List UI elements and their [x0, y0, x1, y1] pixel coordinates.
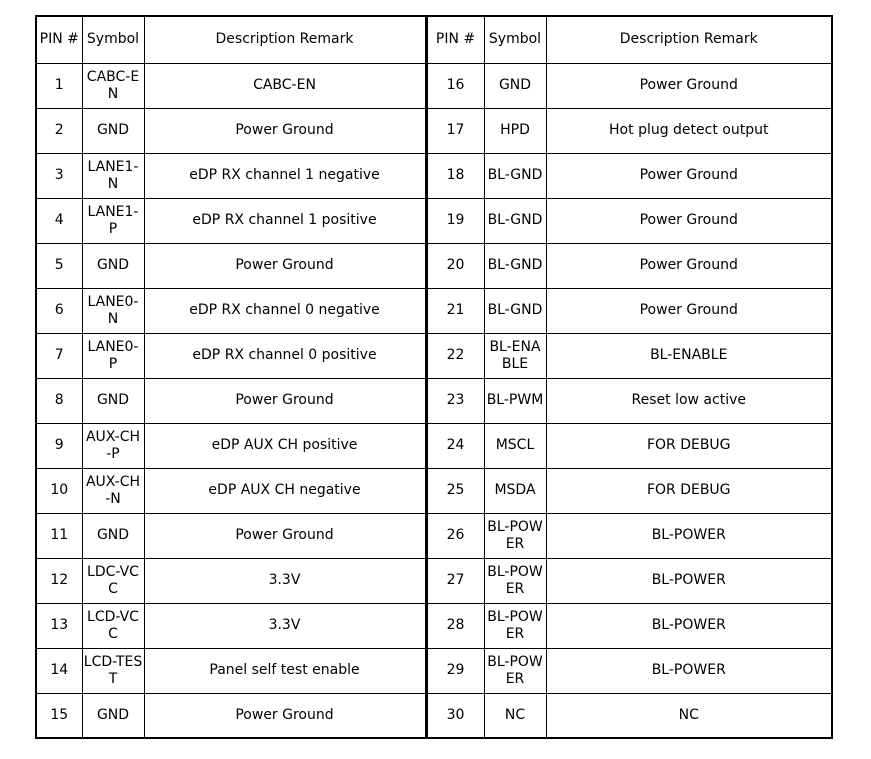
description-cell: Power Ground: [144, 108, 426, 153]
table-row: [36, 513, 832, 558]
description-cell: Panel self test enable: [144, 648, 426, 693]
pin-number-cell: 24: [426, 423, 484, 468]
description-cell: FOR DEBUG: [546, 468, 832, 513]
pin-number-cell: 30: [426, 693, 484, 738]
symbol-cell: MSDA: [484, 468, 546, 513]
pin-number-cell: 10: [36, 468, 82, 513]
description-cell: Power Ground: [546, 198, 832, 243]
symbol-cell: BL-POWER: [484, 513, 546, 558]
pin-number-cell: 11: [36, 513, 82, 558]
pin-number-cell: 27: [426, 558, 484, 603]
description-cell: Power Ground: [144, 693, 426, 738]
description-cell: eDP RX channel 1 negative: [144, 153, 426, 198]
symbol-cell: BL-GND: [484, 153, 546, 198]
description-cell: Reset low active: [546, 378, 832, 423]
symbol-cell: LANE0-P: [82, 333, 144, 378]
description-cell: eDP RX channel 1 positive: [144, 198, 426, 243]
symbol-cell: AUX-CH-N: [82, 468, 144, 513]
description-cell: BL-POWER: [546, 558, 832, 603]
pin-number-cell: 18: [426, 153, 484, 198]
table-row: [36, 558, 832, 603]
pin-number-cell: 23: [426, 378, 484, 423]
table-row: [36, 648, 832, 693]
symbol-cell: GND: [82, 513, 144, 558]
pin-number-cell: 16: [426, 63, 484, 108]
description-cell: 3.3V: [144, 558, 426, 603]
table-row: [36, 198, 832, 243]
pin-number-cell: 3: [36, 153, 82, 198]
description-cell: Power Ground: [144, 243, 426, 288]
description-cell: Power Ground: [546, 243, 832, 288]
symbol-cell: LDC-VCC: [82, 558, 144, 603]
table-row: [36, 153, 832, 198]
description-cell: Power Ground: [546, 153, 832, 198]
symbol-cell: LANE0-N: [82, 288, 144, 333]
table-row: [36, 333, 832, 378]
pin-number-cell: 29: [426, 648, 484, 693]
description-cell: NC: [546, 693, 832, 738]
pin-assignment-table: [35, 15, 833, 739]
header-pin-left: PIN #: [36, 16, 82, 63]
description-cell: Power Ground: [546, 63, 832, 108]
description-cell: FOR DEBUG: [546, 423, 832, 468]
description-cell: eDP AUX CH negative: [144, 468, 426, 513]
table-row: [36, 378, 832, 423]
symbol-cell: BL-POWER: [484, 648, 546, 693]
symbol-cell: LANE1-P: [82, 198, 144, 243]
header-symbol-right: Symbol: [484, 16, 546, 63]
symbol-cell: GND: [82, 108, 144, 153]
symbol-cell: BL-GND: [484, 243, 546, 288]
pin-number-cell: 19: [426, 198, 484, 243]
table-header-row: [36, 16, 832, 63]
symbol-cell: LCD-VCC: [82, 603, 144, 648]
symbol-cell: LCD-TEST: [82, 648, 144, 693]
symbol-cell: MSCL: [484, 423, 546, 468]
pin-number-cell: 13: [36, 603, 82, 648]
table-row: [36, 423, 832, 468]
table-row: [36, 63, 832, 108]
pin-number-cell: 15: [36, 693, 82, 738]
symbol-cell: BL-GND: [484, 288, 546, 333]
symbol-cell: NC: [484, 693, 546, 738]
pin-number-cell: 26: [426, 513, 484, 558]
description-cell: eDP RX channel 0 negative: [144, 288, 426, 333]
pin-number-cell: 8: [36, 378, 82, 423]
description-cell: Power Ground: [144, 378, 426, 423]
pin-number-cell: 5: [36, 243, 82, 288]
pin-number-cell: 2: [36, 108, 82, 153]
symbol-cell: BL-POWER: [484, 558, 546, 603]
description-cell: CABC-EN: [144, 63, 426, 108]
description-cell: Power Ground: [144, 513, 426, 558]
symbol-cell: BL-GND: [484, 198, 546, 243]
description-cell: BL-ENABLE: [546, 333, 832, 378]
symbol-cell: LANE1-N: [82, 153, 144, 198]
description-cell: 3.3V: [144, 603, 426, 648]
symbol-cell: GND: [82, 378, 144, 423]
description-cell: BL-POWER: [546, 648, 832, 693]
pin-number-cell: 17: [426, 108, 484, 153]
header-pin-right: PIN #: [426, 16, 484, 63]
header-symbol-left: Symbol: [82, 16, 144, 63]
symbol-cell: BL-POWER: [484, 603, 546, 648]
description-cell: eDP RX channel 0 positive: [144, 333, 426, 378]
symbol-cell: HPD: [484, 108, 546, 153]
table-row: [36, 693, 832, 738]
pin-number-cell: 21: [426, 288, 484, 333]
symbol-cell: BL-PWM: [484, 378, 546, 423]
pin-number-cell: 20: [426, 243, 484, 288]
table-row: [36, 468, 832, 513]
pin-number-cell: 7: [36, 333, 82, 378]
pin-number-cell: 22: [426, 333, 484, 378]
header-description-left: Description Remark: [144, 16, 426, 63]
pin-number-cell: 4: [36, 198, 82, 243]
symbol-cell: GND: [82, 243, 144, 288]
pin-number-cell: 28: [426, 603, 484, 648]
table-row: [36, 288, 832, 333]
pin-number-cell: 12: [36, 558, 82, 603]
pin-number-cell: 9: [36, 423, 82, 468]
table-body: [36, 63, 832, 738]
table-row: [36, 603, 832, 648]
pin-number-cell: 1: [36, 63, 82, 108]
header-description-right: Description Remark: [546, 16, 832, 63]
description-cell: BL-POWER: [546, 513, 832, 558]
pin-number-cell: 25: [426, 468, 484, 513]
table-row: [36, 243, 832, 288]
pin-number-cell: 14: [36, 648, 82, 693]
description-cell: Power Ground: [546, 288, 832, 333]
symbol-cell: AUX-CH-P: [82, 423, 144, 468]
symbol-cell: BL-ENABLE: [484, 333, 546, 378]
symbol-cell: GND: [484, 63, 546, 108]
pin-number-cell: 6: [36, 288, 82, 333]
description-cell: Hot plug detect output: [546, 108, 832, 153]
table-row: [36, 108, 832, 153]
symbol-cell: GND: [82, 693, 144, 738]
description-cell: eDP AUX CH positive: [144, 423, 426, 468]
symbol-cell: CABC-EN: [82, 63, 144, 108]
description-cell: BL-POWER: [546, 603, 832, 648]
